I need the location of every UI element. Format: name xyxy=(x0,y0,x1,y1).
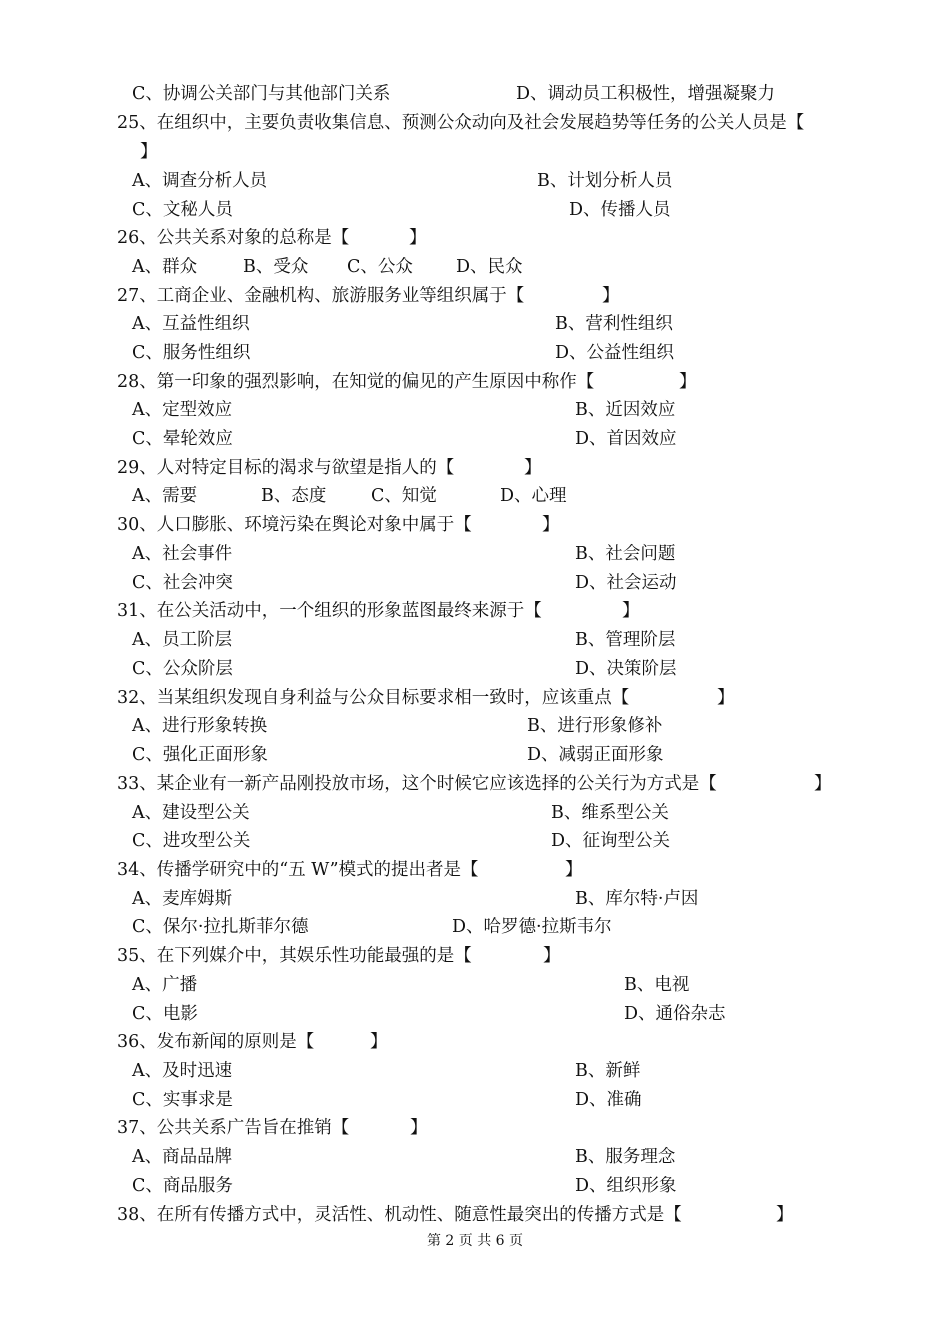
text-line xyxy=(0,482,950,511)
text-line xyxy=(0,770,950,799)
text-line xyxy=(0,827,950,856)
answer-option: B、新鲜 xyxy=(575,1061,641,1081)
text-line xyxy=(0,253,950,282)
text-line xyxy=(0,310,950,339)
answer-option: C、晕轮效应 xyxy=(132,429,233,449)
answer-option: D、公益性组织 xyxy=(555,343,675,363)
text-line xyxy=(0,712,950,741)
question-text: 36、发布新闻的原则是【 xyxy=(117,1032,315,1052)
answer-option: A、进行形象转换 xyxy=(132,716,268,736)
answer-option: A、社会事件 xyxy=(132,544,233,564)
text-line xyxy=(0,1201,950,1230)
text-line xyxy=(0,454,950,483)
answer-bracket: 】 xyxy=(602,286,620,306)
answer-option: B、计划分析人员 xyxy=(537,171,673,191)
text-line xyxy=(0,282,950,311)
answer-option: D、传播人员 xyxy=(569,200,671,220)
text-line xyxy=(0,1028,950,1057)
answer-bracket: 】 xyxy=(717,688,735,708)
question-text: 35、在下列媒介中，其娱乐性功能最强的是【 xyxy=(117,946,472,966)
text-line xyxy=(0,741,950,770)
answer-option: C、文秘人员 xyxy=(132,200,233,220)
question-text: 26、公共关系对象的总称是【 xyxy=(117,228,350,248)
question-text: 37、公共关系广告旨在推销【 xyxy=(117,1118,350,1138)
answer-option: D、决策阶层 xyxy=(575,659,677,679)
text-line xyxy=(0,80,950,109)
text-line xyxy=(0,569,950,598)
answer-option: B、受众 xyxy=(243,257,309,277)
answer-option: A、互益性组织 xyxy=(132,314,250,334)
answer-option: C、实事求是 xyxy=(132,1090,233,1110)
answer-option: C、社会冲突 xyxy=(132,573,233,593)
answer-option: A、及时迅速 xyxy=(132,1061,233,1081)
text-line xyxy=(0,339,950,368)
answer-option: C、电影 xyxy=(132,1004,198,1024)
answer-bracket: 】 xyxy=(409,228,427,248)
answer-option: A、员工阶层 xyxy=(132,630,233,650)
answer-option: C、服务性组织 xyxy=(132,343,251,363)
question-text: 28、第一印象的强烈影响，在知觉的偏见的产生原因中称作【 xyxy=(117,372,595,392)
answer-option: C、公众阶层 xyxy=(132,659,233,679)
text-line xyxy=(0,856,950,885)
text-line xyxy=(0,942,950,971)
text-line xyxy=(0,396,950,425)
answer-option: B、服务理念 xyxy=(575,1147,676,1167)
question-text: 27、工商企业、金融机构、旅游服务业等组织属于【 xyxy=(117,286,525,306)
answer-option: A、建设型公关 xyxy=(132,803,250,823)
text-line xyxy=(0,1086,950,1115)
answer-option: D、通俗杂志 xyxy=(624,1004,726,1024)
question-text: 38、在所有传播方式中，灵活性、机动性、随意性最突出的传播方式是【 xyxy=(117,1205,682,1225)
text-line xyxy=(0,368,950,397)
answer-option: D、哈罗德·拉斯韦尔 xyxy=(452,917,612,937)
text-line xyxy=(0,1000,950,1029)
text-line xyxy=(0,971,950,1000)
answer-option: B、态度 xyxy=(261,486,327,506)
text-line xyxy=(0,799,950,828)
answer-bracket: 】 xyxy=(622,601,640,621)
answer-option: A、调查分析人员 xyxy=(132,171,268,191)
answer-option: A、麦库姆斯 xyxy=(132,889,233,909)
answer-option: B、近因效应 xyxy=(575,400,676,420)
answer-option: D、征询型公关 xyxy=(551,831,671,851)
answer-option: D、心理 xyxy=(500,486,567,506)
question-text: 34、传播学研究中的“五 W”模式的提出者是【 xyxy=(117,860,479,880)
answer-option: D、组织形象 xyxy=(575,1176,677,1196)
text-line xyxy=(0,1057,950,1086)
text-line xyxy=(0,885,950,914)
answer-bracket: 】 xyxy=(524,458,542,478)
answer-option: D、民众 xyxy=(456,257,523,277)
text-line xyxy=(0,540,950,569)
question-text: 33、某企业有一新产品刚投放市场，这个时候它应该选择的公关行为方式是【 xyxy=(117,774,717,794)
answer-option: C、保尔·拉扎斯菲尔德 xyxy=(132,917,309,937)
answer-option: A、需要 xyxy=(132,486,198,506)
text-line xyxy=(0,913,950,942)
answer-option: B、库尔特·卢因 xyxy=(575,889,699,909)
question-text: 31、在公关活动中，一个组织的形象蓝图最终来源于【 xyxy=(117,601,542,621)
answer-option: B、社会问题 xyxy=(575,544,676,564)
text-line xyxy=(0,684,950,713)
answer-option: C、商品服务 xyxy=(132,1176,233,1196)
answer-option: B、电视 xyxy=(624,975,690,995)
answer-bracket: 】 xyxy=(565,860,583,880)
answer-bracket: 】 xyxy=(370,1032,388,1052)
page-footer: 第 2 页 共 6 页 xyxy=(426,1233,524,1249)
answer-option: D、调动员工积极性，增强凝聚力 xyxy=(516,84,776,104)
text-line xyxy=(0,511,950,540)
question-text: 25、在组织中，主要负责收集信息、预测公众动向及社会发展趋势等任务的公关人员是【 xyxy=(117,113,805,133)
answer-option: C、公众 xyxy=(347,257,413,277)
text-line xyxy=(0,1143,950,1172)
answer-bracket: 】 xyxy=(140,142,158,162)
text-line xyxy=(0,224,950,253)
answer-option: A、商品品牌 xyxy=(132,1147,233,1167)
answer-option: D、减弱正面形象 xyxy=(527,745,664,765)
text-line xyxy=(0,138,950,167)
text-line xyxy=(0,167,950,196)
answer-option: C、协调公关部门与其他部门关系 xyxy=(132,84,391,104)
question-text: 30、人口膨胀、环境污染在舆论对象中属于【 xyxy=(117,515,472,535)
answer-option: C、知觉 xyxy=(371,486,437,506)
text-line xyxy=(0,425,950,454)
answer-bracket: 】 xyxy=(679,372,697,392)
answer-option: D、社会运动 xyxy=(575,573,677,593)
answer-option: B、营利性组织 xyxy=(555,314,673,334)
answer-option: C、进攻型公关 xyxy=(132,831,251,851)
answer-bracket: 】 xyxy=(542,515,560,535)
answer-option: B、维系型公关 xyxy=(551,803,669,823)
answer-option: A、定型效应 xyxy=(132,400,233,420)
text-line xyxy=(0,1114,950,1143)
text-line xyxy=(0,196,950,225)
text-line xyxy=(0,626,950,655)
text-line xyxy=(0,1172,950,1201)
answer-option: A、广播 xyxy=(132,975,198,995)
answer-bracket: 】 xyxy=(543,946,561,966)
question-text: 29、人对特定目标的渴求与欲望是指人的【 xyxy=(117,458,455,478)
answer-bracket: 】 xyxy=(410,1118,428,1138)
answer-option: D、准确 xyxy=(575,1090,642,1110)
answer-option: B、管理阶层 xyxy=(575,630,676,650)
answer-option: A、群众 xyxy=(132,257,198,277)
answer-option: C、强化正面形象 xyxy=(132,745,268,765)
answer-option: B、进行形象修补 xyxy=(527,716,663,736)
answer-bracket: 】 xyxy=(776,1205,794,1225)
text-line xyxy=(0,597,950,626)
text-line xyxy=(0,655,950,684)
question-text: 32、当某组织发现自身利益与公众目标要求相一致时，应该重点【 xyxy=(117,688,630,708)
answer-option: D、首因效应 xyxy=(575,429,677,449)
answer-bracket: 】 xyxy=(814,774,832,794)
text-line xyxy=(0,109,950,138)
